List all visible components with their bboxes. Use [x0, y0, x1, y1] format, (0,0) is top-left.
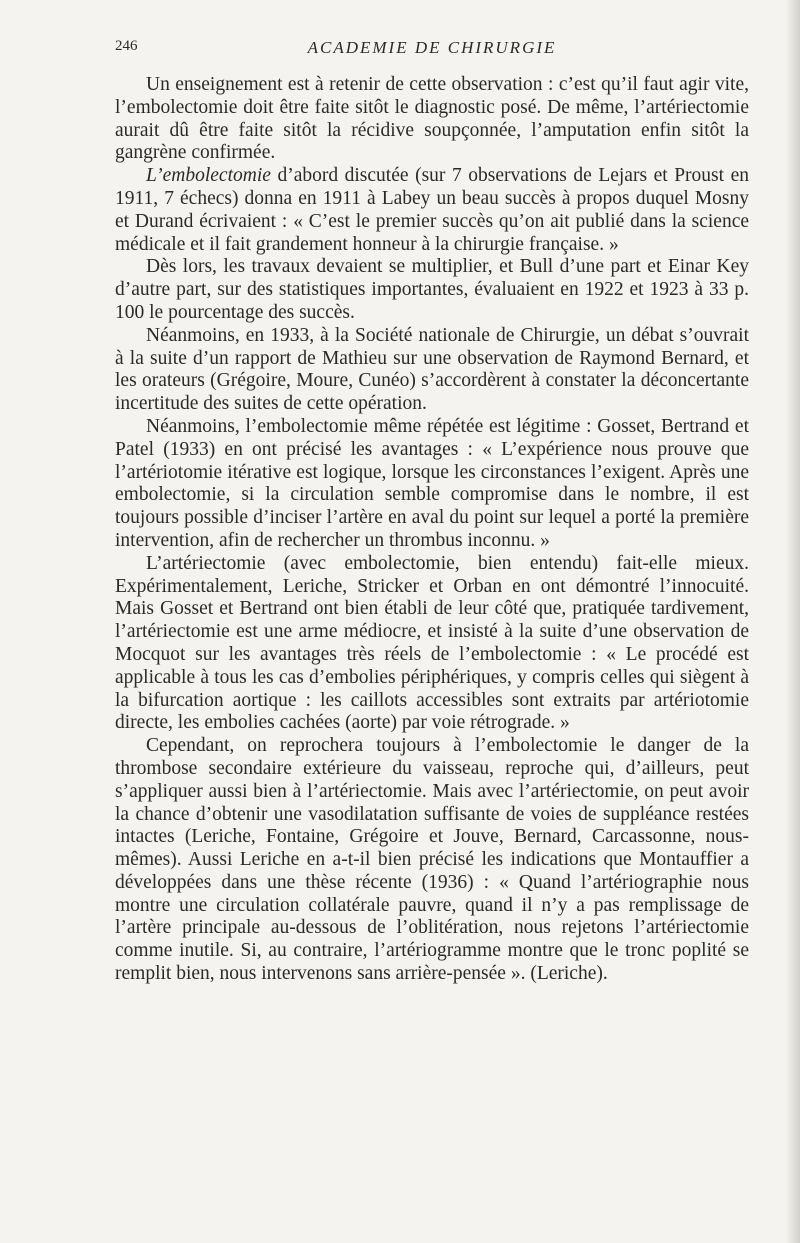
paragraph-text: Cependant, on reprochera toujours à l’embolectomie le danger de la thrombose secondaire extérieure du vaisseau, reproche qui, d’ailleurs, peut s’appliquer aussi bien à l’artériectomie. Mais avec l’artériectomie, on peut avoir la chance d’obtenir une vasodilatation suffisante de voies de suppléance restées intactes (Leriche, Fontaine, Grégoire et Jouve, Bernard, Carcassonne, nous-mêmes). Aussi Leriche en a-t-il bien précisé les indications que Montauffier a développées dans une thèse récente (1936) : « Quand l’artériographie nous montre une circulation collatérale pauvre, quand il n’y a pas remplissage de l’artère principale au-dessous de l’oblitération, nous rejetons l’artériectomie comme inutile. Si, au contraire, l’artériogramme montre que le tronc poplité se remplit bien, nous intervenons sans arrière-pensée ». (Leriche). — [115, 735, 749, 985]
paragraph-text: Dès lors, les travaux devaient se multiplier, et Bull d’une part et Einar Key d’autre part, sur des statistiques importantes, évaluaient en 1922 et 1923 à 33 p. 100 le pourcentage des succès. — [115, 256, 749, 323]
paragraph-4 — [115, 325, 749, 416]
page-edge-shadow — [786, 0, 800, 1243]
running-title: ACADEMIE DE CHIRURGIE — [307, 38, 557, 57]
paragraph-text: Un enseignement est à retenir de cette observation : c’est qu’il faut agir vite, l’embolectomie doit être faite sitôt le diagnostic posé. De même, l’artériectomie aurait dû être faite sitôt la récidive soupçonnée, l’amputation enfin sitôt la gangrène confirmée. — [115, 74, 749, 164]
paragraph-5 — [115, 416, 749, 553]
paragraph-text: d’abord discutée (sur 7 observations de Lejars et Proust en 1911, 7 échecs) donna en 1911 à Labey un beau succès à propos duquel Mosny et Durand écrivaient : « C’est le premier succès qu’on ait publié dans la science médicale et il fait grandement honneur à la chirurgie française. » — [115, 165, 749, 255]
paragraph-text: L’artériectomie (avec embolectomie, bien entendu) fait-elle mieux. Expérimentalement, Leriche, Stricker et Orban en ont démontré l’innocuité. Mais Gosset et Bertrand ont bien établi de leur côté que, pratiquée tardivement, l’artériectomie est une arme médiocre, et insisté à la suite d’une observation de Mocquot sur les avantages très réels de l’embolectomie : « Le procédé est applicable à tous les cas d’embolies périphériques, y compris celles qui siègent à la bifurcation aortique : les caillots accessibles sont extraits par artériotomie directe, les embolies cachées (aorte) par voie rétrograde. » — [115, 552, 749, 734]
paragraph-text: Néanmoins, l’embolectomie même répétée est légitime : Gosset, Bertrand et Patel (1933) en ont précisé les avantages : « L’expérience nous prouve que l’artériotomie itérative est logique, lorsque les circonstances l’exigent. Après une embolectomie, si la circulation semble compromise dans le nombre, il est toujours possible d’inciser l’artère en aval du point sur lequel a porté la première intervention, afin de rechercher un thrombus inconnu. » — [115, 415, 749, 551]
paragraph-6 — [115, 553, 749, 735]
paragraph-3 — [115, 256, 749, 324]
page-header — [115, 38, 749, 60]
paragraph-7 — [115, 735, 749, 986]
paragraph-lead: L’embolectomie — [146, 165, 271, 187]
paragraph-2 — [115, 165, 749, 256]
page-number: 246 — [115, 38, 138, 54]
paragraph-text: Néanmoins, en 1933, à la Société nationale de Chirurgie, un débat s’ouvrait à la suite d’un rapport de Mathieu sur une observation de Raymond Bernard, et les orateurs (Grégoire, Moure, Cunéo) s’accordèrent à constater la déconcertante incertitude des suites de cette opération. — [115, 324, 749, 415]
paragraph-1 — [115, 74, 749, 165]
body-text — [115, 74, 749, 986]
